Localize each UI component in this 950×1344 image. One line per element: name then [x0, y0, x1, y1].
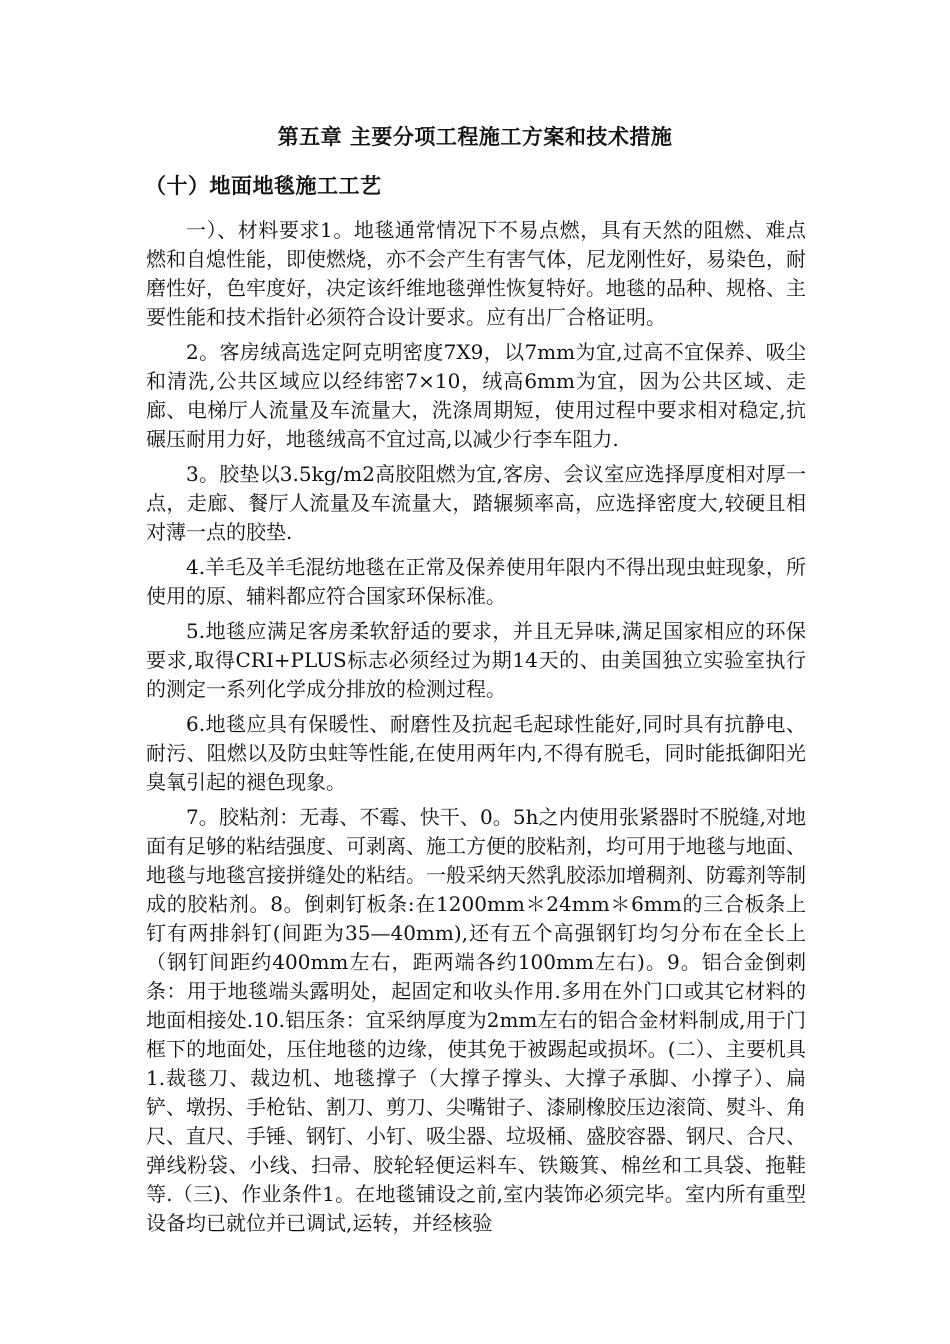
- paragraph-wool: 4.羊毛及羊毛混纺地毯在正常及保养使用年限内不得出现虫蛀现象，所使用的原、辅料都应符合国家环保标准。: [146, 555, 806, 608]
- paragraph-comfort: 5.地毯应满足客房柔软舒适的要求，并且无异味,满足国家相应的环保要求,取得CRI+PLUS标志必须经过为期14天的、由美国独立实验室执行的测定一系列化学成分排放的检测过程。: [146, 619, 806, 701]
- body-text: [146, 216, 806, 1244]
- chapter-title: 第五章 主要分项工程施工方案和技术措施: [277, 125, 673, 149]
- paragraph-pile-height: 2。客房绒高选定阿克明密度7X9，以7mm为宜,过高不宜保养、吸尘和清洗,公共区域应以经纬密7×10，绒高6mm为宜，因为公共区域、走廊、电梯厅人流量及车流量大，洗涤周期短，使用过程中要求相对稳定,抗碾压耐用力好，地毯绒高不宜过高,以减少行李车阻力.: [146, 340, 806, 451]
- paragraph-performance: 6.地毯应具有保暖性、耐磨性及抗起毛起球性能好,同时具有抗静电、耐污、阻燃以及防虫蛀等性能,在使用两年内,不得有脱毛，同时能抵御阳光臭氧引起的褪色现象。: [146, 712, 806, 794]
- section-heading: （十）地面地毯施工工艺: [145, 174, 382, 198]
- paragraph-materials: 一）、材料要求1。地毯通常情况下不易点燃，具有天然的阻燃、难点燃和自熄性能，即使燃烧，亦不会产生有害气体，尼龙刚性好，易染色，耐磨性好，色牢度好，决定该纤维地毯弹性恢复特好。地毯的品种、规格、主要性能和技术指针必须符合设计要求。应有出厂合格证明。: [146, 218, 806, 329]
- paragraph-underlay: 3。胶垫以3.5kg/m2高胶阻燃为宜,客房、会议室应选择厚度相对厚一点，走廊、餐厅人流量及车流量大，踏辗频率高，应选择密度大,较硬且相对薄一点的胶垫.: [146, 462, 806, 544]
- paragraph-adhesive-tools: 7。胶粘剂：无毒、不霉、快干、0。5h之内使用张紧器时不脱缝,对地面有足够的粘结强度、可剥离、施工方便的胶粘剂，均可用于地毯与地面、地毯与地毯宫接拼缝处的粘结。一般采纳天然乳胶添加增稠剂、防霉剂等制成的胶粘剂。8。倒刺钉板条:在1200mm＊24mm＊6mm的三合板条上钉有两排斜钉(间距为35—40mm),还有五个高强钢钉均匀分布在全长上（钢钉间距约400mm左右，距两端各约100mm左右)。9。铝合金倒刺条：用于地毯端头露明处，起固定和收头作用.多用在外门口或其它材料的地面相接处.10.铝压条：宜采纳厚度为2mm左右的铝合金材料制成,用于门框下的地面处，压住地毯的边缘，使其免于被踢起或损坏。(二）、主要机具1.裁毯刀、裁边机、地毯撑子（大撑子撑头、大撑子承脚、小撑子）、扁铲、墩拐、手枪钻、割刀、剪刀、尖嘴钳子、漆刷橡胶压边滚筒、熨斗、角尺、直尺、手锤、钢钉、小钉、吸尘器、垃圾桶、盛胶容器、钢尺、合尺、弹线粉袋、小线、扫帚、胶轮轻便运料车、铁簸箕、棉丝和工具袋、拖鞋等.（三)、作业条件1。在地毯铺设之前,室内装饰必须完毕。室内所有重型设备均已就位并已调试,运转，并经核验: [146, 805, 806, 1235]
